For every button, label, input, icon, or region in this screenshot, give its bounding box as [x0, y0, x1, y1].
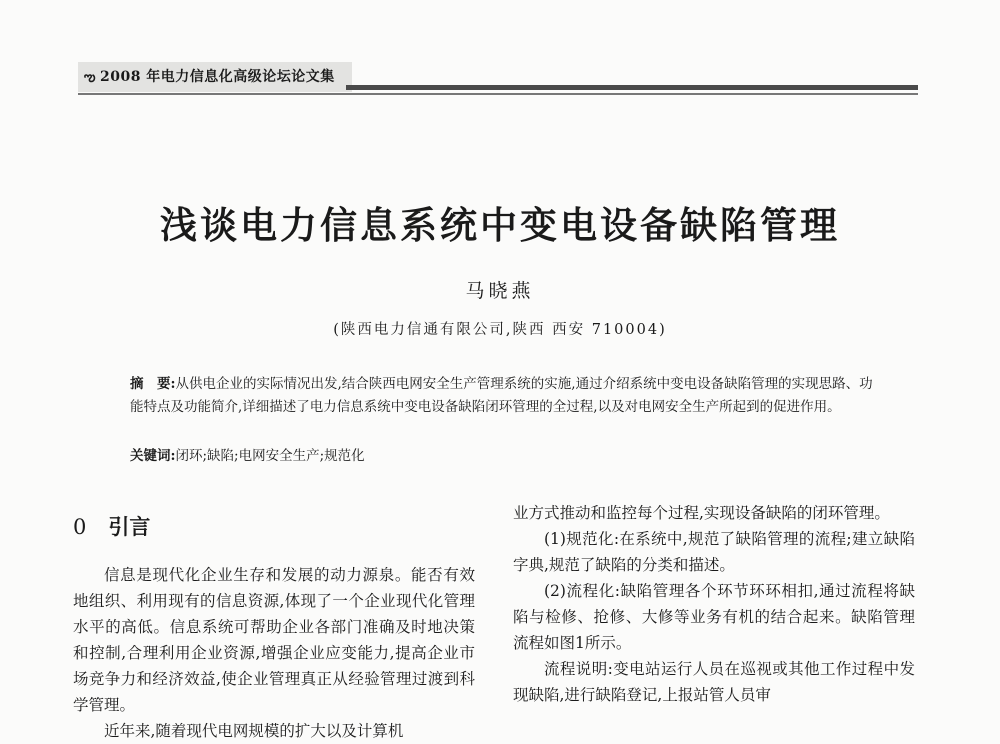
- body-paragraph: 信息是现代化企业生存和发展的动力源泉。能否有效地组织、利用现有的信息资源,体现了一个企业现代化管理水平的高低。信息系统可帮助企业各部门准确及时地决策和控制,合理利用企业资源,增强企业应变能力,提高企业市场竞争力和经济效益,使企业管理真正从经验管理过渡到科学管理。: [73, 566, 475, 714]
- section-title: 引言: [108, 514, 151, 539]
- right-column: [513, 500, 915, 708]
- header-rule-thin: [78, 93, 918, 95]
- running-header: [78, 62, 918, 96]
- paper-author: 马晓燕: [465, 280, 535, 302]
- keywords-label: 关键词:: [130, 448, 176, 464]
- author-affiliation: (陕西电力信通有限公司,陕西 西安 710004): [333, 322, 667, 338]
- keywords-text: 闭环;缺陷;电网安全生产;规范化: [175, 448, 365, 464]
- body-paragraph: 近年来,随着现代电网规模的扩大以及计算机: [104, 722, 404, 740]
- journal-logo-icon: ఌ: [84, 70, 96, 85]
- abstract-text: 从供电企业的实际情况出发,结合陕西电网安全生产管理系统的实施,通过介绍系统中变电设备缺陷管理的实现思路、功能特点及功能简介,详细描述了电力信息系统中变电设备缺陷闭环管理的全过程,以及对电网安全生产所起到的促进作用。: [130, 376, 873, 415]
- header-label-box: [78, 62, 352, 92]
- header-rule-thick: [346, 85, 918, 90]
- abstract-label: 摘 要:: [130, 376, 176, 392]
- paper-title: 浅谈电力信息系统中变电设备缺陷管理: [160, 203, 840, 247]
- body-paragraph-continuation: 业方式推动和监控每个过程,实现设备缺陷的闭环管理。: [513, 504, 890, 522]
- left-column: [73, 512, 475, 744]
- header-title: 2008 年电力信息化高级论坛论文集: [99, 69, 335, 85]
- abstract: [130, 373, 875, 419]
- section-number: 0: [73, 515, 87, 539]
- section-heading: [73, 512, 475, 542]
- body-paragraph: (1)规范化:在系统中,规范了缺陷管理的流程;建立缺陷字典,规范了缺陷的分类和描述。: [513, 530, 915, 574]
- body-paragraph: 流程说明:变电站运行人员在巡视或其他工作过程中发现缺陷,进行缺陷登记,上报站管人员审: [513, 660, 915, 704]
- keywords: [130, 445, 875, 468]
- body-paragraph: (2)流程化:缺陷管理各个环节环环相扣,通过流程将缺陷与检修、抢修、大修等业务有机的结合起来。缺陷管理流程如图1所示。: [513, 582, 915, 652]
